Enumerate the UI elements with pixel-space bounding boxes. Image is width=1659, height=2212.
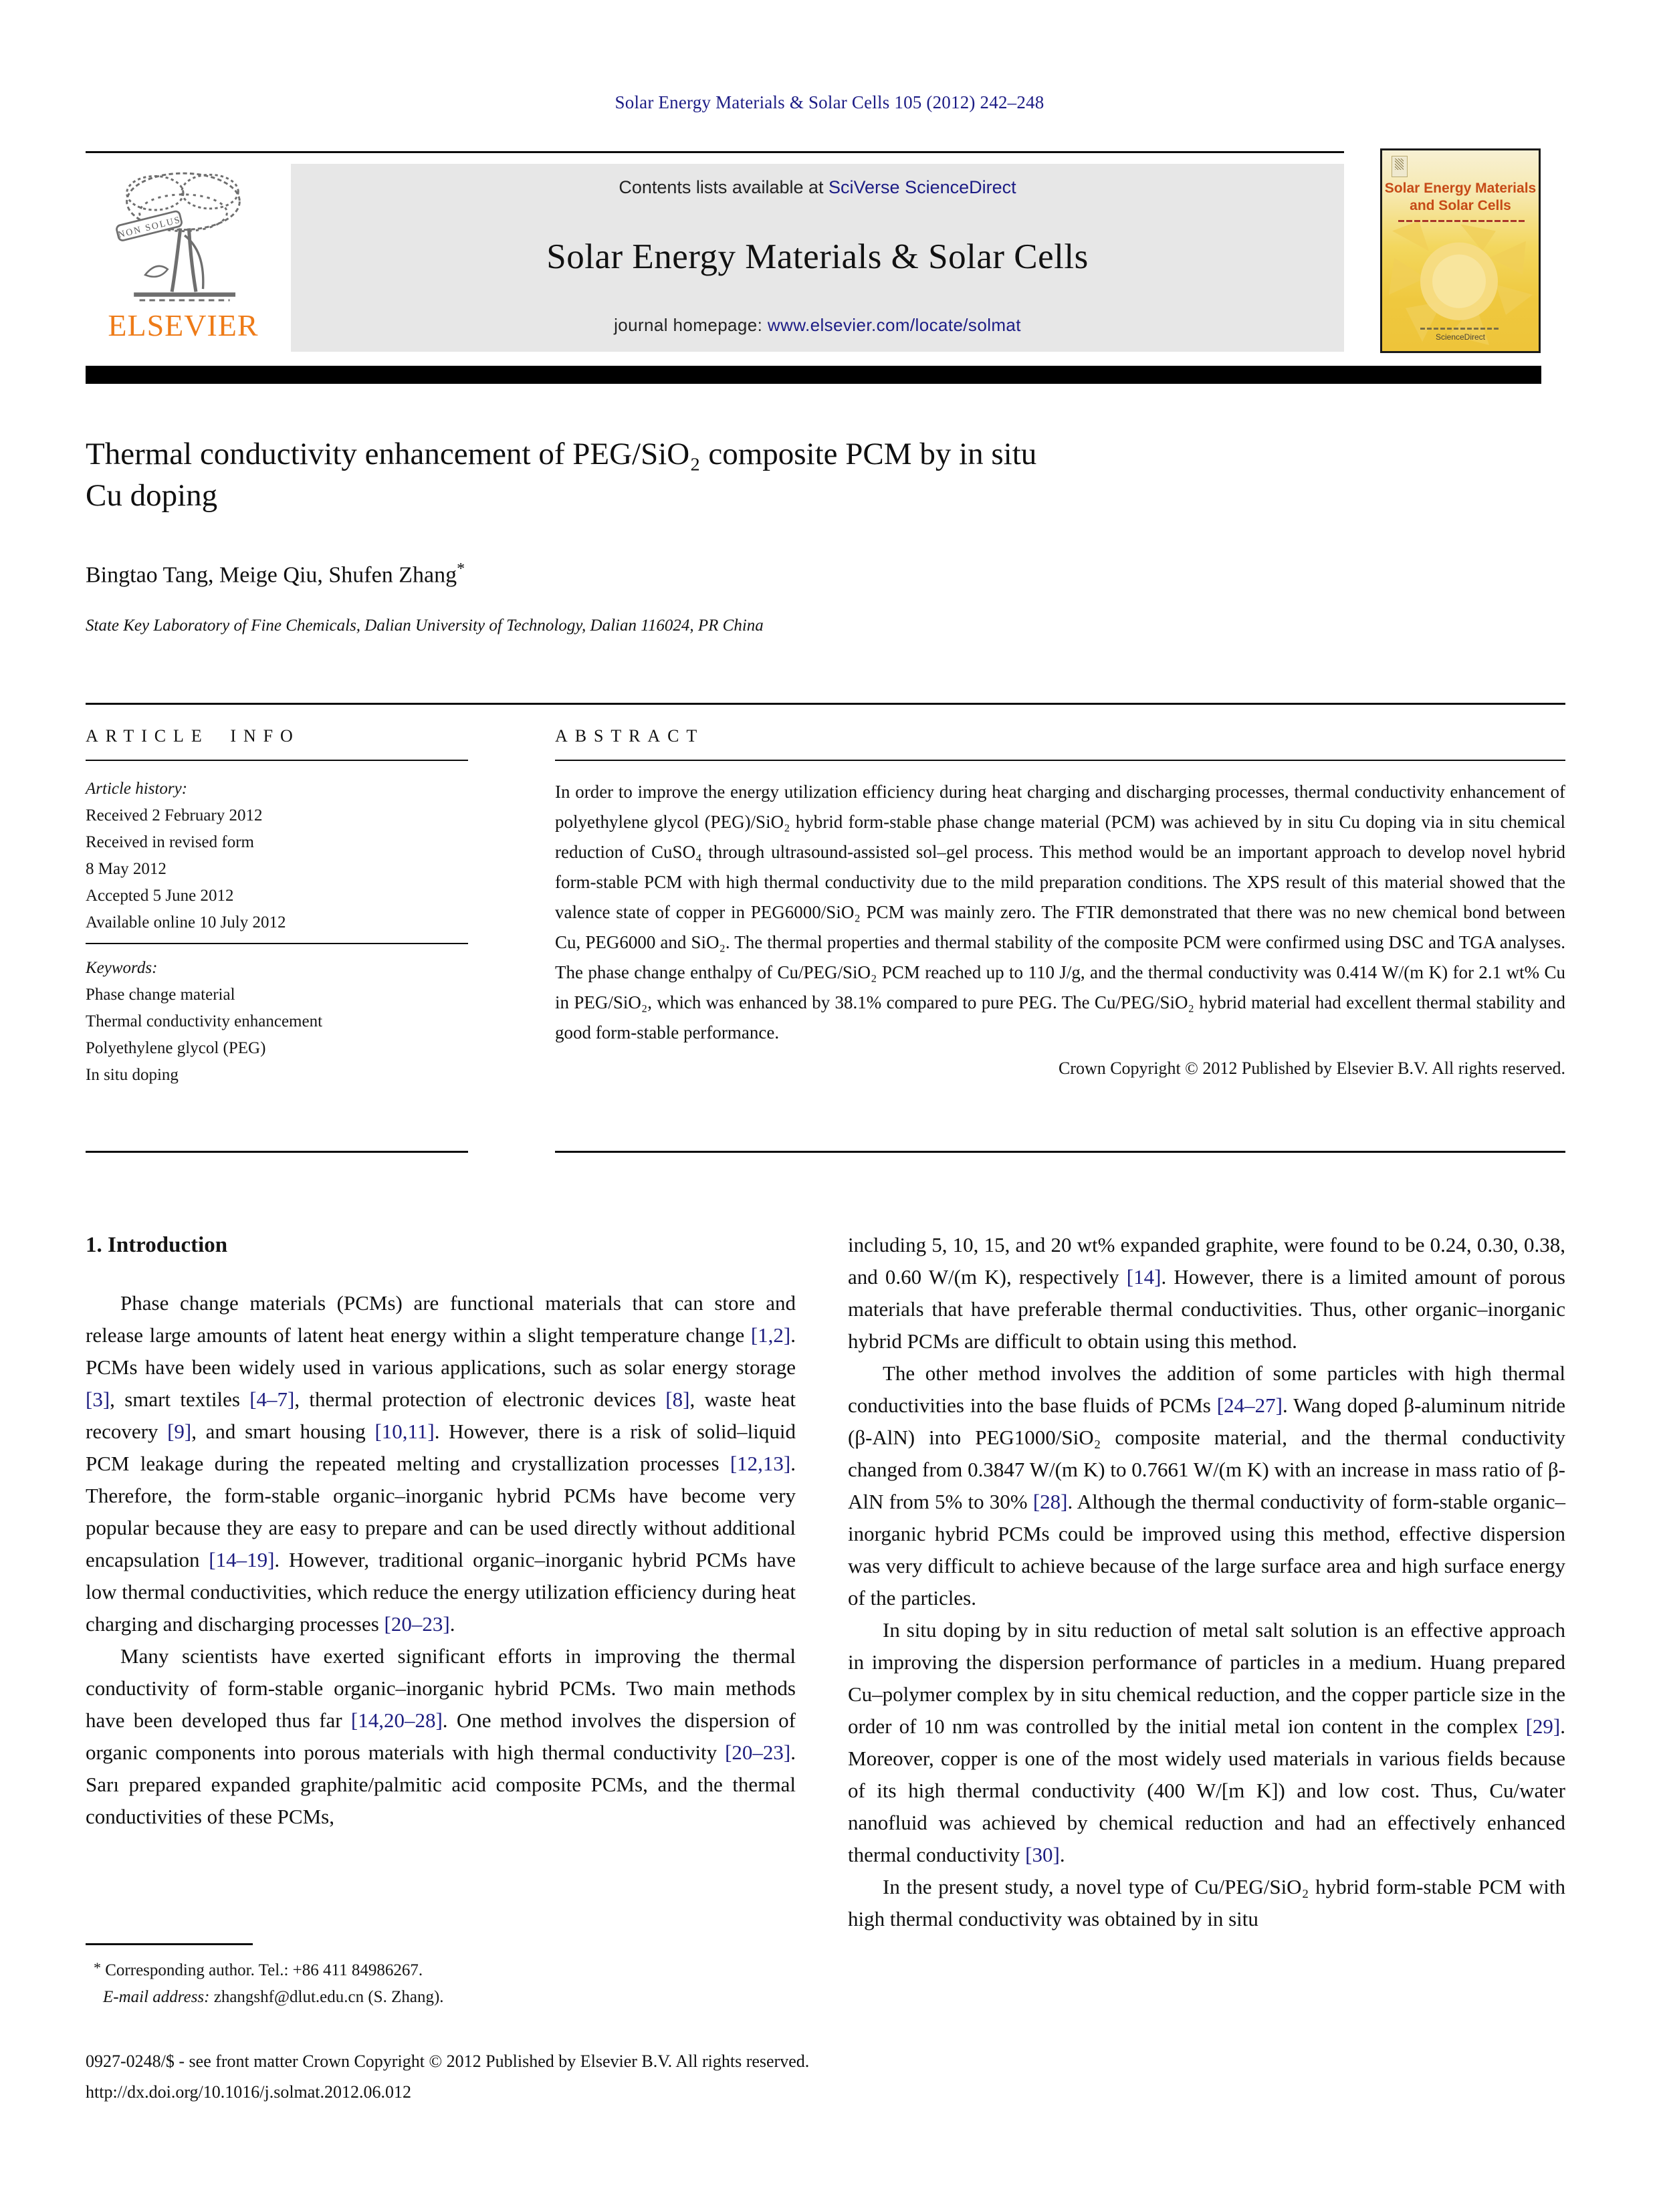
sciverse-sciencedirect-link[interactable]: SciVerse ScienceDirect	[828, 177, 1016, 197]
history-item: 8 May 2012	[86, 860, 167, 878]
article-info-column	[86, 717, 468, 1153]
footnote-block	[86, 1943, 794, 2011]
abstract-header: ABSTRACT	[555, 726, 705, 746]
abstract-copyright: Crown Copyright © 2012 Published by Elsevier B.V. All rights reserved.	[1058, 1059, 1565, 1078]
history-item: Available online 10 July 2012	[86, 913, 286, 931]
citation-link[interactable]: [1,2]	[750, 1323, 791, 1347]
history-item: Received in revised form	[86, 833, 254, 851]
email-label: E-mail address:	[103, 1988, 210, 2006]
citation-link[interactable]: [30]	[1025, 1843, 1060, 1866]
footnote-rule	[86, 1943, 253, 1945]
intro-paragraph: The other method involves the addition of some particles with high thermal conductivities into the base fluids of PCMs [24–27]. Wang doped β-aluminum nitride (β-AlN) into PEG1000/SiO₂ composite material, and the thermal conductivity changed from 0.3847 W/(m K) to 0.7661 W/(m K) with an increase in mass ratio of β-AlN from 5% to 30% [28]. Although the thermal conductivity of form-stable organic–inorganic hybrid PCMs could be improved using this method, effective dispersion was very difficult to achieve because of the large surface area and high surface energy of the particles.	[848, 1361, 1566, 1610]
article-history-label: Article history:	[86, 780, 188, 798]
elsevier-tree-icon	[106, 164, 261, 306]
non-solus-ribbon: NON SOLUS	[117, 215, 183, 241]
abstract-bottom-rule	[555, 1151, 1565, 1153]
title-line2: Cu doping	[86, 478, 218, 513]
abstract-column	[555, 717, 1565, 1153]
citation-link[interactable]: [20–23]	[725, 1741, 791, 1764]
affiliation: State Key Laboratory of Fine Chemicals, Dalian University of Technology, Dalian 116024, PR China	[86, 617, 764, 635]
title-line1: Thermal conductivity enhancement of PEG/SiO₂ composite PCM by in situ	[86, 437, 1037, 471]
history-item: Accepted 5 June 2012	[86, 887, 234, 905]
journal-banner	[291, 164, 1344, 352]
article-history-list	[86, 802, 468, 936]
contents-line	[619, 177, 1016, 198]
intro-paragraph: Phase change materials (PCMs) are functional materials that can store and release large amounts of latent heat energy within a slight temperature change [1,2]. PCMs have been widely used in various applications, such as solar energy storage [3], smart textiles [4–7], thermal protection of electronic devices [8], waste heat recovery [9], and smart housing [10,11]. However, there is a risk of solid–liquid PCM leakage during the repeated melting and crystallization processes [12,13]. Therefore, the form-stable organic–inorganic hybrid PCMs have become very popular because they are easy to prepare and can be used directly without additional encapsulation [14–19]. However, traditional organic–inorganic hybrid PCMs have low thermal conductivities, which reduce the energy utilization efficiency during heat charging and discharging processes [20–23].	[86, 1291, 796, 1636]
history-divider	[86, 943, 468, 944]
body-column-right	[848, 1229, 1565, 1935]
article-info-header: ARTICLE INFO	[86, 726, 300, 746]
elsevier-wordmark: ELSEVIER	[108, 308, 259, 342]
doi-link[interactable]: http://dx.doi.org/10.1016/j.solmat.2012.06.012	[86, 2082, 412, 2102]
header-black-bar	[86, 366, 1541, 384]
keyword-item: Polyethylene glycol (PEG)	[86, 1039, 266, 1057]
keyword-item: In situ doping	[86, 1066, 179, 1084]
citation-link[interactable]: [28]	[1032, 1490, 1068, 1513]
section-heading-introduction: 1. Introduction	[86, 1233, 228, 1257]
intro-paragraph: including 5, 10, 15, and 20 wt% expanded graphite, were found to be 0.24, 0.30, 0.38, and 0.60 W/(m K), respectively [14]. However, there is a limited amount of porous materials that have preferable thermal conductivities. Thus, other organic–inorganic hybrid PCMs are difficult to obtain using this method.	[848, 1233, 1565, 1353]
journal-homepage-link[interactable]: www.elsevier.com/locate/solmat	[767, 315, 1021, 335]
journal-title: Solar Energy Materials & Solar Cells	[546, 237, 1089, 276]
citation-link[interactable]: [20–23]	[384, 1612, 450, 1636]
intro-paragraph: In situ doping by in situ reduction of metal salt solution is an effective approach in improving the dispersion performance of particles in a medium. Huang prepared Cu–polymer complex by in situ chemical reduction, and the copper particle size in the order of 10 nm was controlled by the initial metal ion content in the complex [29]. Moreover, copper is one of the most widely used materials in various fields because of its high thermal conductivity (400 W/[m K]) and low cost. Thus, Cu/water nanofluid was achieved by chemical reduction and had an effectively enhanced thermal conductivity [30].	[848, 1618, 1565, 1866]
citation-link[interactable]: [29]	[1525, 1715, 1561, 1738]
cover-subtitle-bar	[1398, 220, 1525, 222]
keywords-list	[86, 982, 468, 1089]
citation-link[interactable]: [3]	[86, 1388, 110, 1411]
keywords-label: Keywords:	[86, 959, 158, 977]
citation-link[interactable]: [14]	[1126, 1265, 1162, 1289]
header-divider	[86, 151, 1344, 153]
body-columns	[86, 1229, 1565, 1935]
citation-link[interactable]: [8]	[665, 1388, 690, 1411]
meta-section	[86, 717, 1565, 1153]
cover-sciencedirect-label: ScienceDirect	[1435, 332, 1486, 342]
elsevier-logo[interactable]	[86, 164, 281, 353]
citation-link[interactable]: [10,11]	[374, 1420, 435, 1443]
citation-link[interactable]: [4–7]	[249, 1388, 295, 1411]
intro-paragraph: Many scientists have exerted significant efforts in improving the thermal conductivity of form-stable organic–inorganic hybrid PCMs. Two main methods have been developed thus far [14,20–28]. One method involves the dispersion of organic components into porous materials with high thermal conductivity [20–23]. Sarı prepared expanded graphite/palmitic acid composite PCMs, and the thermal conductivities of these PCMs,	[86, 1644, 796, 1828]
homepage-line	[614, 315, 1021, 336]
citation-link[interactable]: [14,20–28]	[350, 1708, 443, 1732]
cover-title	[1382, 180, 1539, 215]
corresponding-author-note	[86, 1955, 794, 1984]
authors-line	[86, 560, 1289, 588]
issn-copyright-line: 0927-0248/$ - see front matter Crown Copyright © 2012 Published by Elsevier B.V. All rights reserved.	[86, 2052, 810, 2071]
keyword-item: Thermal conductivity enhancement	[86, 1012, 323, 1030]
body-column-left	[86, 1229, 796, 1935]
cover-publisher-bar	[1420, 328, 1501, 330]
citation-link[interactable]: [14–19]	[209, 1548, 275, 1571]
page-title	[86, 433, 1476, 516]
citation-link[interactable]: [24–27]	[1216, 1394, 1283, 1417]
abstract-text: In order to improve the energy utilization efficiency during heat charging and discharging processes, thermal conductivity enhancement of polyethylene glycol (PEG)/SiO₂ hybrid form-stable phase change material (PCM) was achieved by in situ Cu doping via in situ chemical reduction of CuSO₄ through ultrasound-assisted sol–gel process. This method would be an important approach to develop novel hybrid form-stable PCM with high thermal conductivity due to the mild preparation conditions. The XPS result of this material showed that the valence state of copper in PEG6000/SiO₂ PCM was mainly zero. The FTIR demonstrated that there was no new chemical bond between Cu, PEG6000 and SiO₂. The thermal properties and thermal stability of the composite PCM were confirmed using DSC and TGA analyses. The phase change enthalpy of Cu/PEG/SiO₂ PCM reached up to 110 J/g, and the thermal conductivity was 0.414 W/(m K) for 2.1 wt% Cu in PEG/SiO₂, which was enhanced by 38.1% compared to pure PEG. The Cu/PEG/SiO₂ hybrid material had excellent thermal stability and good form-stable performance.	[555, 782, 1565, 1042]
meta-top-rule	[86, 703, 1565, 705]
cover-title-line2: and Solar Cells	[1410, 198, 1511, 213]
email-note	[86, 1984, 794, 2011]
homepage-prefix: journal homepage:	[614, 315, 768, 335]
history-item: Received 2 February 2012	[86, 806, 263, 824]
authors: Bingtao Tang, Meige Qiu, Shufen Zhang	[86, 562, 457, 588]
keyword-item: Phase change material	[86, 986, 235, 1004]
running-head-citation: Solar Energy Materials & Solar Cells 105 (2012) 242–248	[615, 92, 1044, 112]
footnote-star: *	[94, 1959, 101, 1976]
contents-prefix: Contents lists available at	[619, 177, 829, 197]
footnote-text: Corresponding author. Tel.: +86 411 84986267.	[101, 1961, 423, 1979]
citation-link[interactable]: [9]	[167, 1420, 192, 1443]
article-info-rule	[86, 760, 468, 761]
footer-block	[86, 2046, 1565, 2108]
email-address-link[interactable]: zhangshf@dlut.edu.cn	[209, 1988, 364, 2006]
cover-title-line1: Solar Energy Materials	[1384, 181, 1537, 196]
article-info-bottom-rule	[86, 1151, 468, 1153]
intro-paragraph: In the present study, a novel type of Cu/PEG/SiO₂ hybrid form-stable PCM with high thermal conductivity was obtained by in situ	[848, 1875, 1565, 1930]
citation-link[interactable]: [12,13]	[730, 1452, 791, 1475]
cover-elsevier-mark-icon	[1392, 156, 1408, 177]
corresponding-author-star[interactable]: *	[457, 560, 465, 578]
cover-sciencedirect	[1382, 328, 1539, 342]
email-suffix: (S. Zhang).	[364, 1988, 444, 2006]
journal-cover-thumbnail[interactable]	[1380, 148, 1541, 353]
abstract-rule	[555, 760, 1565, 761]
